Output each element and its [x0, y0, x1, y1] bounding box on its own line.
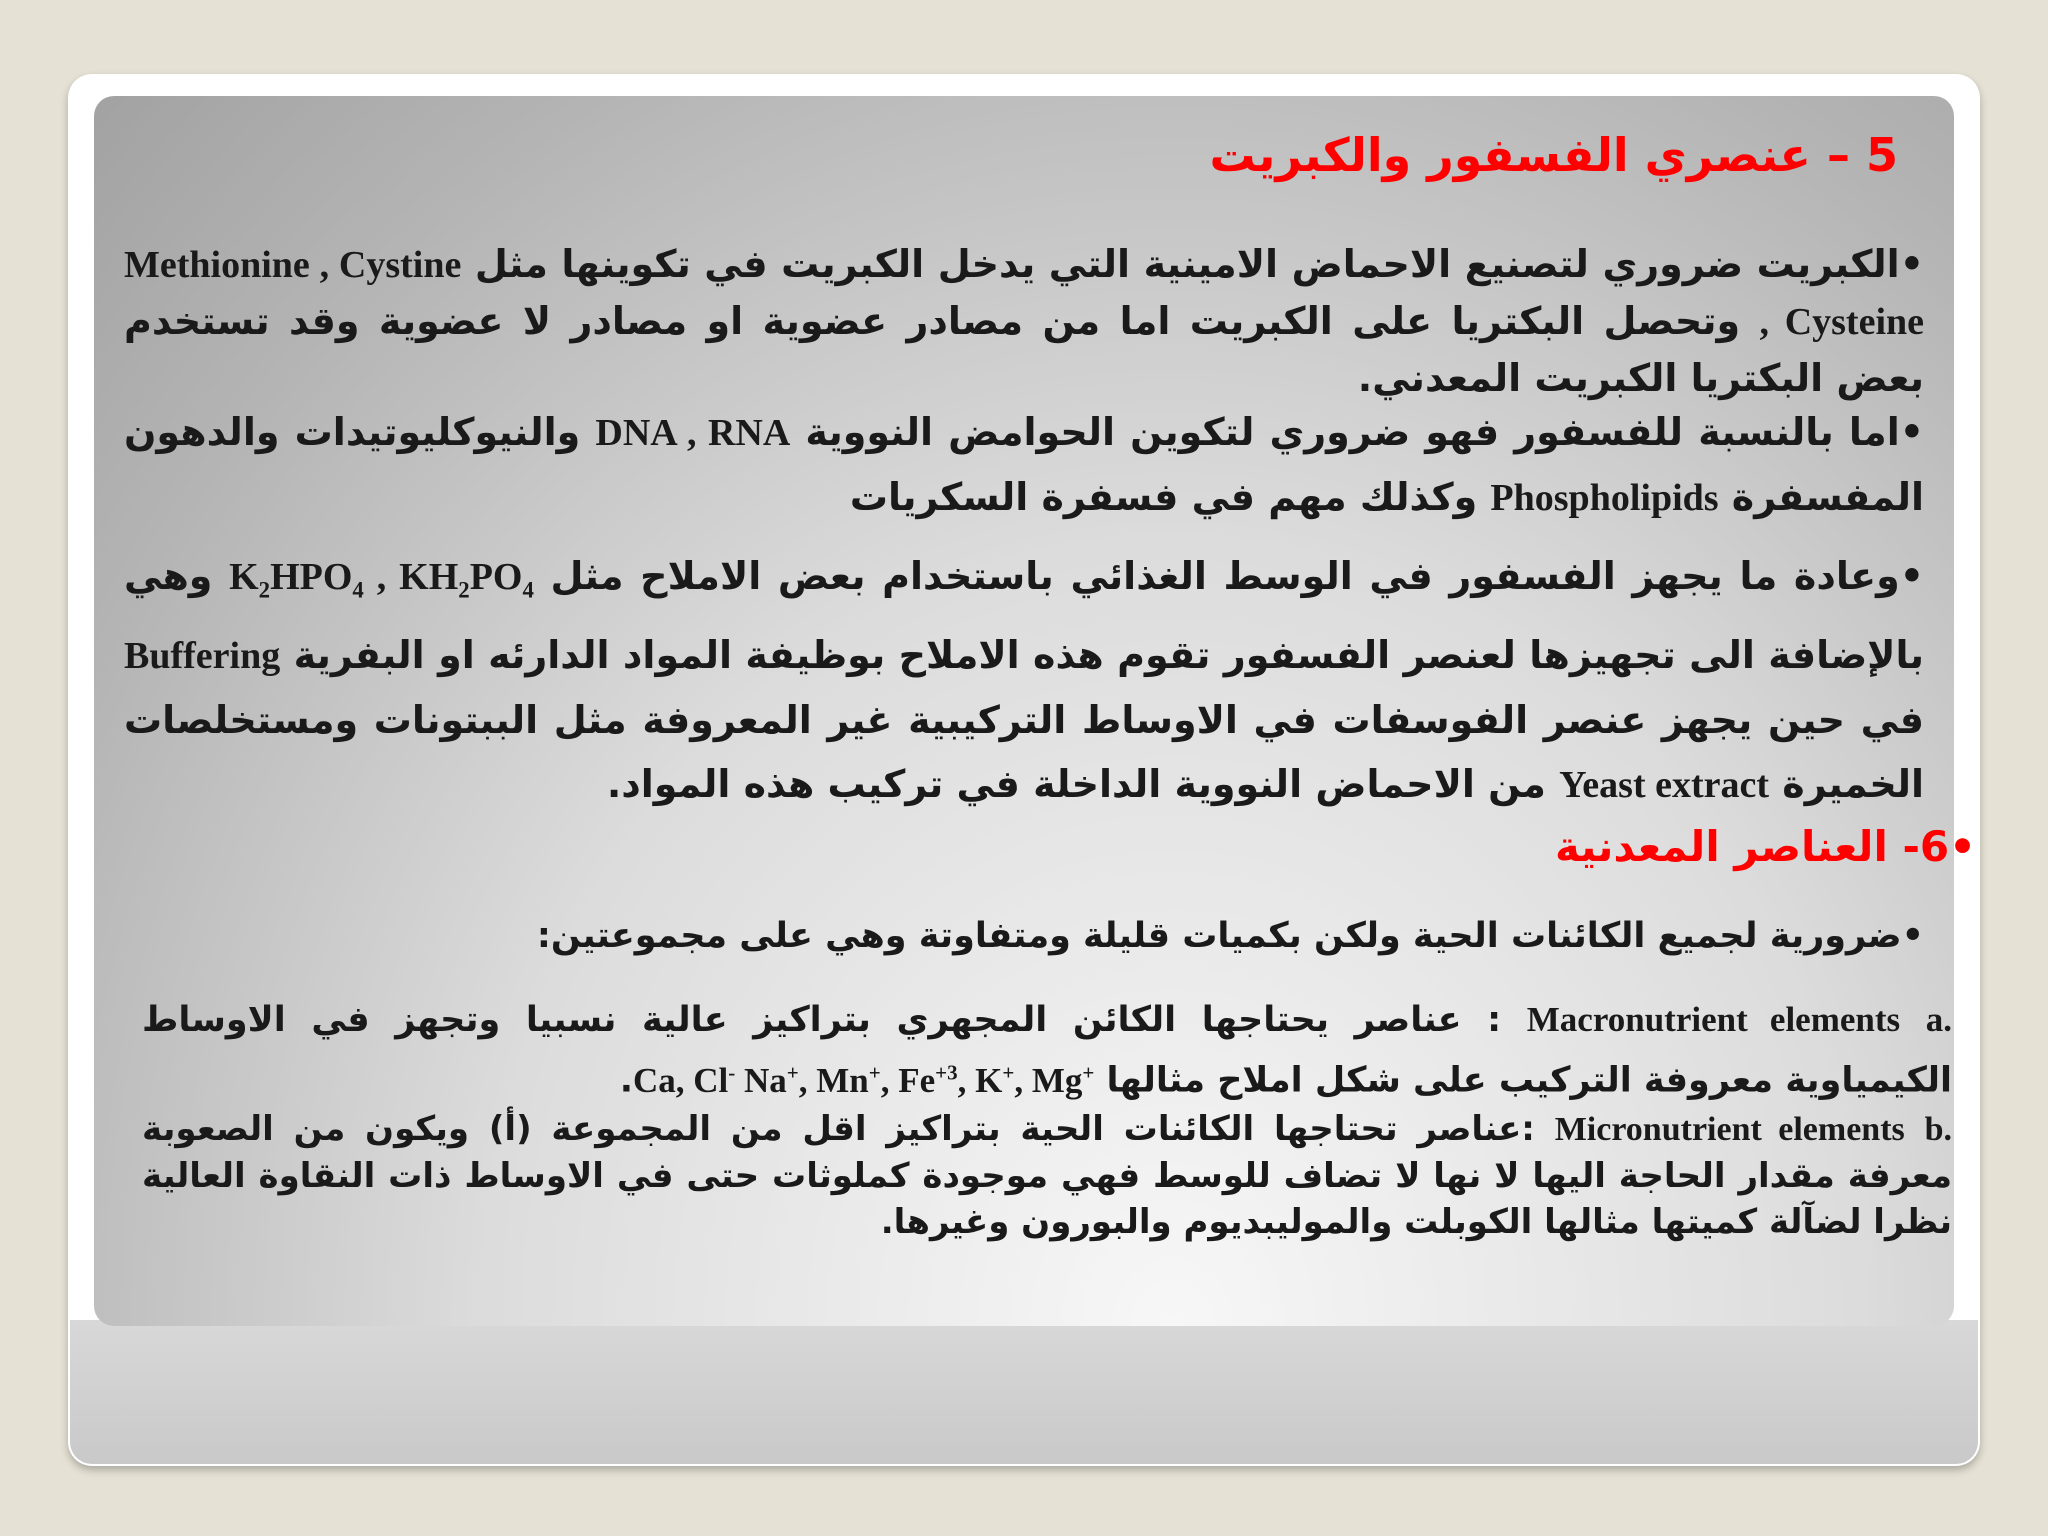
salt2-sub2: 4	[522, 577, 534, 603]
ion-mn-charge: +	[868, 1060, 881, 1084]
phosphorus-text-c: وكذلك مهم في فسفرة السكريات	[849, 475, 1491, 519]
ion-k: , K	[957, 1060, 1003, 1100]
phospholipids: Phospholipids	[1490, 477, 1719, 519]
bullet: •	[1899, 410, 1925, 454]
list-marker-a: a.	[1925, 1000, 1952, 1039]
salts-text-c: في حين يجهز عنصر الفوسفات في الاوساط التركيبية غير المعروفة مثل الببتونات ومستخلصات الخميرة	[124, 697, 1924, 806]
salt-separator: ,	[363, 556, 400, 598]
phosphorus-text-b: والنيوكليوتيدات والدهون المفسفرة	[124, 410, 1924, 519]
micronutrient-text: :عناصر تحتاجها الكائنات الحية بتراكيز اقل من المجموعة (أ) ويكون من الصعوبة معرفة مقدار الحاجة اليها لا نها لا تضاف للوسط فهي موجودة كملوثات حتى في الاوساط ذات النقاوة العالية نظرا لضآلة كميتها مثالها الكوبلت والموليبديوم والبورون وغيرها.	[142, 1109, 1952, 1242]
phosphorus-text-a: اما بالنسبة للفسفور فهو ضروري لتكوين الحوامض النووية	[790, 410, 1900, 454]
ion-ca-cl: Ca, Cl	[632, 1060, 729, 1100]
ion-mg: , Mg	[1014, 1060, 1083, 1100]
bullet: •	[1899, 554, 1925, 598]
yeast-extract-term: Yeast extract	[1559, 763, 1770, 806]
ion-fe-charge: +3	[935, 1060, 958, 1084]
macronutrient-term: Macronutrient elements	[1526, 1000, 1901, 1039]
ion-list	[633, 1061, 1094, 1100]
salt2-po: PO	[469, 556, 523, 598]
ion-na: Na	[735, 1060, 787, 1100]
salt2-kh: KH	[399, 556, 459, 598]
ion-cl-charge: -	[728, 1060, 736, 1084]
macronutrient-text: : عناصر يحتاجها الكائن المجهري بتراكيز عالية نسبيا وتجهز في الاوساط الكيمياوية معروفة التركيب على شكل املاح مثالها	[142, 1000, 1952, 1101]
bullet: •	[1899, 242, 1925, 286]
sulfur-text-b: وتحصل البكتريا على الكبريت اما من مصادر عضوية او مصادر لا عضوية وقد تستخدم بعض البكتريا الكبريت المعدني.	[124, 299, 1924, 400]
ion-mn: , Mn	[798, 1060, 869, 1100]
ion-na-charge: +	[786, 1060, 799, 1084]
slide-footer-band	[70, 1320, 1978, 1464]
section-heading-minerals: •6- العناصر المعدنية	[1555, 822, 1976, 871]
ion-fe: , Fe	[880, 1060, 936, 1100]
paragraph-sulfur	[124, 236, 1924, 406]
paragraph-phosphorus	[124, 400, 1924, 530]
paragraph-phosphorus-salts	[124, 544, 1924, 817]
ion-mg-charge: +	[1082, 1060, 1095, 1084]
ion-k-charge: +	[1002, 1060, 1015, 1084]
salt1-k: K	[229, 556, 259, 598]
paragraph-macronutrients	[142, 994, 1952, 1107]
minerals-intro-text: ضرورية لجميع الكائنات الحية ولكن بكميات قليلة ومتفاوتة وهي على مجموعتين:	[536, 916, 1902, 956]
macronutrient-end: .	[619, 1060, 633, 1101]
bullet: •	[1901, 916, 1924, 956]
amino-acids: Methionine , Cystine , Cysteine	[124, 244, 1925, 343]
buffering-term: Buffering	[124, 634, 281, 677]
salts-text-b: وهي بالإضافة الى تجهيزها لعنصر الفسفور تقوم هذه الاملاح بوظيفة المواد الدارئه او البفرية	[124, 554, 1924, 677]
salt1-hpo: HPO	[270, 556, 353, 598]
salts-text-d: من الاحماض النووية الداخلة في تركيب هذه المواد.	[606, 761, 1560, 806]
micronutrient-term: Micronutrient elements	[1554, 1111, 1905, 1148]
paragraph-micronutrients	[142, 1106, 1952, 1245]
salts-text-a: وعادة ما يجهز الفسفور في الوسط الغذائي باستخدام بعض الاملاح مثل	[533, 554, 1900, 598]
dna-rna: DNA , RNA	[595, 412, 791, 454]
salt1-sub2: 4	[352, 577, 364, 603]
list-marker-b: b.	[1924, 1111, 1953, 1148]
salt2-sub1: 2	[458, 577, 470, 603]
sulfur-text-a: الكبريت ضروري لتصنيع الاحماض الامينية التي يدخل الكبريت في تكوينها مثل	[461, 242, 1900, 286]
salt1-sub1: 2	[258, 577, 271, 603]
slide-title: 5 – عنصري الفسفور والكبريت	[1209, 128, 1898, 182]
salt-formulas	[229, 556, 534, 603]
paragraph-minerals-intro	[124, 910, 1924, 962]
